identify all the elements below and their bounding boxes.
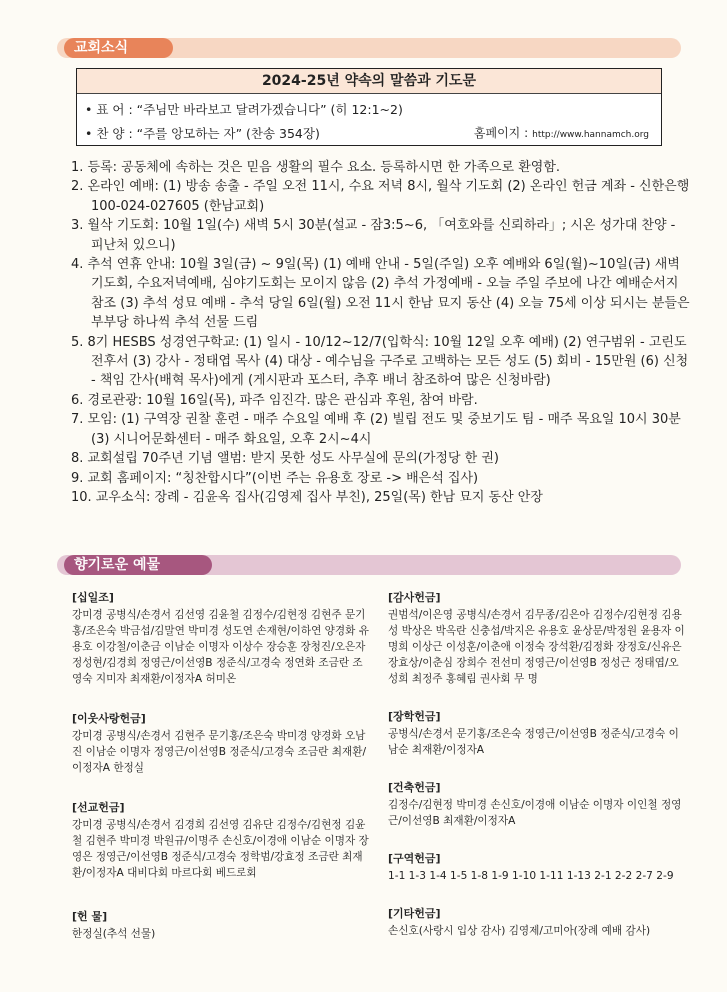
offering-group-title: [감사헌금] [388,591,441,604]
offering-group-scholarship [388,709,688,758]
offering-group-names: 권범석/이은영 공병식/손경서 김무종/김은아 김정수/김현정 김용성 박상은 박옥란 신충섭/박지은 유용호 윤상문/박정원 윤용자 이명희 이상근 이성훈/이춘애 이정숙 장석환/김정화 장정호/신유은 장효상/이춘심 장희수 전선미 정영근/이선영B 정성근 정태엽/오성희 최정주 홍혜림 권사회 무 명 [388,609,685,685]
offering-group-title: [헌 물] [72,910,108,923]
verse-box [76,68,662,146]
offerings-right-column [388,590,688,959]
news-item: 3. 월삭 기도회: 10월 1일(수) 새벽 5시 30분(설교 - 잠3:5~6, 「여호와를 신뢰하라」; 시온 성가대 찬양 - 피난처 있으니) [71,218,676,253]
offering-group-building [388,780,688,829]
news-item: 5. 8기 HESBS 성경연구학교: (1) 일시 - 10/12~12/7(입학식: 10월 12일 오후 예배) (2) 연구범위 - 고린도전후서 (3) 강사 - 정태엽 목사 (4) 대상 - 예수님을 구주로 고백하는 모든 성도 (5) 회비 - 15만원 (6) 신청 - 책임 간사(배혁 목사)에게 (게시판과 포스터, 추후 배너 참조하여 많은 신청바람) [71,334,689,389]
news-item: 9. 교회 홈페이지: “칭찬합시다”(이번 주는 유용호 장로 -> 배은석 집사) [71,470,479,486]
offering-group-title: [기타헌금] [388,907,441,920]
offering-group-title: [건축헌금] [388,781,441,794]
offering-group-names: 공병식/손경서 문기홍/조은숙 정영근/이선영B 정준식/고경숙 이남순 최재환/이정자A [388,728,679,756]
offering-group-neighbor-love [72,711,372,776]
offering-group-names: 강미경 공병식/손경서 김현주 문기홍/조은숙 박미경 양경화 오남진 이남순 이명자 정영근/이선영B 정준식/고경숙 조금란 최재환/이정자A 한정실 [72,730,367,774]
motto-line: • 표 어 : “주님만 바라보고 달려가겠습니다” (히 12:1~2) [85,102,403,117]
offering-group-names: 한정실(추석 선물) [72,928,156,940]
offering-group-title: [선교헌금] [72,801,125,814]
offering-group-title: [십일조] [72,591,114,604]
news-item: 6. 경로관광: 10월 16일(목), 파주 임진각. 많은 관심과 후원, 참여 바람. [71,392,478,408]
news-item: 2. 온라인 예배: (1) 방송 송출 - 주일 오전 11시, 수요 저녁 8시, 월삭 기도회 (2) 온라인 헌금 계좌 - 신한은행 100-024-027605 (한남교회) [71,179,690,214]
offerings-section-title: 향기로운 예물 [64,555,212,575]
offering-group-names: 강미경 공병식/손경서 김선영 김윤철 김정수/김현정 김현주 문기홍/조은숙 박금섭/김말연 박미경 성도연 손재현/이하연 양경화 유용호 이강철/이춘금 이남순 이명자 이상수 장승훈 장청진/오은자 정성현/김경희 정영근/이선영B 정준식/고경숙 정연화 조금란 조영숙 지미자 최재환/이정자A 허미온 [72,609,369,685]
offerings-left-column [72,590,372,962]
offering-group-names: 1-1 1-3 1-4 1-5 1-8 1-9 1-10 1-11 1-13 2-1 2-2 2-7 2-9 [388,870,674,882]
offering-group-gift [72,909,372,942]
offering-group-names: 손신호(사랑시 입상 감사) 김영제/고미아(장례 예배 감사) [388,925,651,937]
news-item: 10. 교우소식: 장례 - 김윤옥 집사(김영제 집사 부친), 25일(목) 한남 묘지 동산 안장 [71,489,543,505]
homepage [474,124,649,141]
offering-group-names: 강미경 공병식/손경서 김경희 김선영 김유단 김정수/김현정 김윤철 김현주 박미경 박원규/이명주 손신호/이경애 이남순 이명자 장영은 정영근/이선영B 정준식/고경숙 정학범/강효정 조금란 최재환/이정자A 대비다회 마르다회 베드로회 [72,819,369,879]
homepage-label: 홈페이지 : [473,126,529,140]
news-item: 1. 등록: 공동체에 속하는 것은 믿음 생활의 필수 요소. 등록하시면 한 가족으로 환영함. [71,160,561,175]
news-item: 4. 추석 연휴 안내: 10월 3일(금) ~ 9일(목) (1) 예배 안내 - 5일(주일) 오후 예배와 6일(월)~10일(금) 새벽기도회, 수요저녁예배, 심야기도회는 모이지 않음 (2) 추석 가정예배 - 오늘 주일 주보에 나간 예배순서지 참조 (3) 추석 성묘 예배 - 추석 당일 6일(월) 오전 11시 한남 묘지 동산 (4) 오늘 75세 이상 되시는 분들은 부부당 하나씩 추석 선물 드림 [71,257,690,331]
news-item: 7. 모임: (1) 구역장 권찰 훈련 - 매주 수요일 예배 후 (2) 빌립 전도 및 중보기도 팀 - 매주 목요일 10시 30분 (3) 시니어문화센터 - 매주 화요일, 오후 2시~4시 [71,412,681,447]
offering-group-names: 김정수/김현정 박미경 손신호/이경애 이남순 이명자 이인철 정영근/이선영B 최재환/이정자A [388,799,682,827]
offering-group-tithe [72,590,372,687]
offering-group-title: [이웃사랑헌금] [72,712,146,725]
offering-group-other [388,906,688,939]
news-section-title: 교회소식 [64,38,173,58]
news-item: 8. 교회설립 70주년 기념 앨범: 받지 못한 성도 사무실에 문의(가정당 한 권) [71,451,499,467]
offering-group-title: [구역헌금] [388,852,441,865]
offering-group-district [388,851,688,884]
offering-group-title: [장학헌금] [388,710,441,723]
hymn-row [85,124,655,142]
offering-group-thanks [388,590,688,687]
hymn-line: • 찬 양 : “주를 앙모하는 자” (찬송 354장) [85,126,320,141]
news-list [71,158,691,507]
verse-title: 2024-25년 약속의 말씀과 기도문 [77,69,661,94]
homepage-link[interactable]: http://www.hannamch.org [532,130,649,140]
offering-group-mission [72,800,372,881]
